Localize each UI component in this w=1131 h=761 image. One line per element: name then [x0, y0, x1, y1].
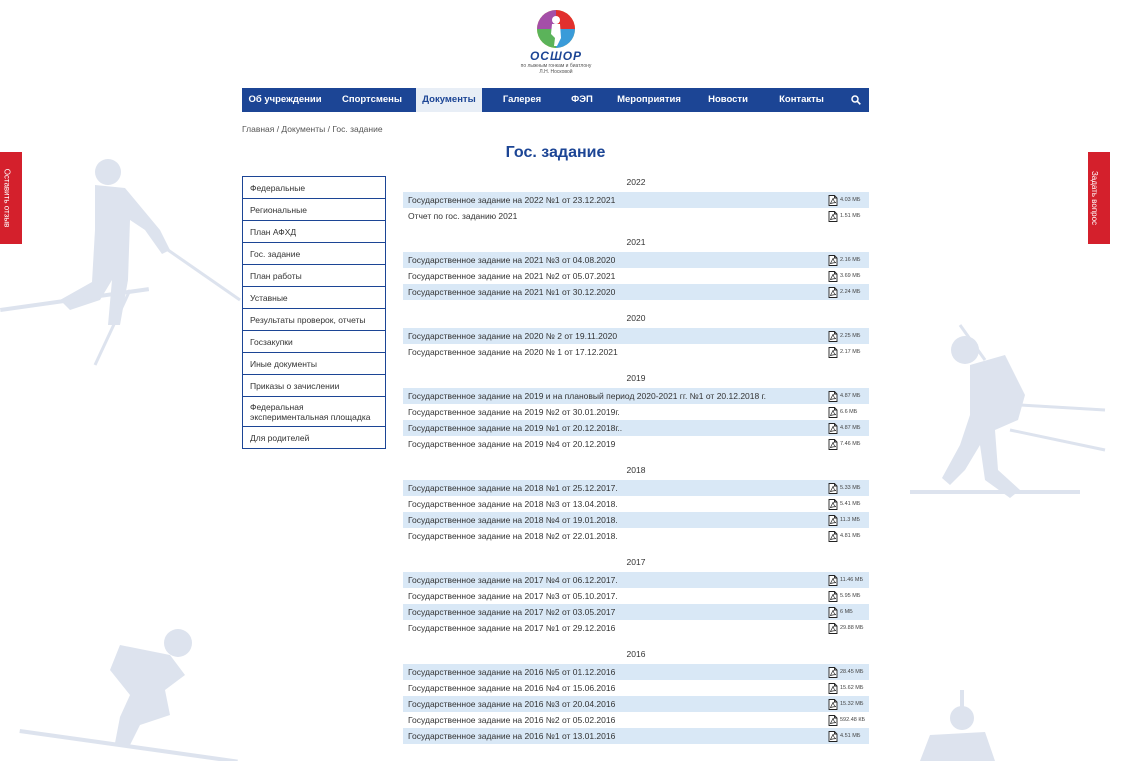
document-size: 5.41 МБ: [840, 501, 861, 507]
document-row[interactable]: [403, 664, 869, 680]
search-icon: [851, 95, 861, 105]
document-row[interactable]: [403, 208, 869, 224]
sidebar-item-6[interactable]: Уставные: [243, 287, 385, 309]
documents-list: [403, 176, 869, 744]
pdf-file-icon: [828, 483, 838, 494]
document-size: 15.62 МБ: [840, 685, 864, 691]
document-row[interactable]: [403, 344, 869, 360]
document-download[interactable]: [828, 391, 860, 402]
pdf-file-icon: [828, 623, 838, 634]
document-size: 4.81 МБ: [840, 533, 861, 539]
document-title-link[interactable]: Государственное задание на 2017 №1 от 29.12.2016: [408, 623, 616, 633]
sidebar-item-12[interactable]: Для родителей: [243, 427, 385, 449]
document-size: 2.17 МБ: [840, 349, 861, 355]
document-size: 7.46 МБ: [840, 441, 861, 447]
document-row[interactable]: [403, 480, 869, 496]
document-title-link[interactable]: Государственное задание на 2016 №5 от 01.12.2016: [408, 667, 616, 677]
pdf-file-icon: [828, 423, 838, 434]
main-nav: [242, 88, 869, 112]
year-heading: 2018: [626, 465, 646, 475]
document-row[interactable]: [403, 252, 869, 268]
skier-silhouette-right-bottom: [910, 690, 1000, 761]
documents-sidebar: [242, 176, 386, 449]
document-row[interactable]: [403, 604, 869, 620]
sidebar-item-4[interactable]: Гос. задание: [243, 243, 385, 265]
document-title-link[interactable]: Государственное задание на 2019 №1 от 20.12.2018г..: [408, 423, 623, 433]
document-size: 6.6 МБ: [840, 409, 858, 415]
document-title-link[interactable]: Государственное задание на 2019 №4 от 20.12.2019: [408, 439, 616, 449]
year-heading: 2022: [626, 177, 646, 187]
document-download[interactable]: [828, 575, 863, 586]
document-size: 4.51 МБ: [840, 733, 861, 739]
pdf-file-icon: [828, 391, 838, 402]
document-title-link[interactable]: Государственное задание на 2018 №4 от 19.01.2018.: [408, 515, 618, 525]
logo-subtitle-line1: по лыжным гонкам и биатлону: [520, 63, 592, 69]
pdf-file-icon: [828, 667, 838, 678]
document-row[interactable]: [403, 388, 869, 404]
document-row[interactable]: [403, 680, 869, 696]
document-size: 15.32 МБ: [840, 701, 864, 707]
document-download[interactable]: [828, 731, 860, 742]
document-size: 3.69 МБ: [840, 273, 861, 279]
pdf-file-icon: [828, 699, 838, 710]
document-size: 4.87 МБ: [840, 393, 861, 399]
pdf-file-icon: [828, 531, 838, 542]
nav-item-5[interactable]: ФЭП: [571, 94, 593, 105]
nav-item-3[interactable]: Документы: [416, 88, 482, 112]
document-row[interactable]: [403, 696, 869, 712]
ask-question-label: Задать вопрос: [1090, 170, 1099, 226]
skier-silhouette-right-middle: [910, 320, 1110, 505]
document-download[interactable]: [828, 287, 860, 298]
document-row[interactable]: [403, 404, 869, 420]
document-row[interactable]: [403, 496, 869, 512]
document-row[interactable]: [403, 620, 869, 636]
document-download[interactable]: [828, 607, 853, 618]
document-row[interactable]: [403, 420, 869, 436]
document-download[interactable]: [828, 211, 860, 222]
pdf-file-icon: [828, 607, 838, 618]
pdf-file-icon: [828, 347, 838, 358]
pdf-file-icon: [828, 731, 838, 742]
document-download[interactable]: [828, 591, 860, 602]
document-size: 4.87 МБ: [840, 425, 861, 431]
sidebar-item-11[interactable]: Федеральная экспериментальная площадка: [243, 397, 385, 427]
document-size: 11.3 МБ: [840, 517, 861, 523]
logo-name: ОСШОР: [529, 49, 583, 63]
sidebar-item-1[interactable]: Федеральные: [243, 177, 385, 199]
sidebar-item-8[interactable]: Госзакупки: [243, 331, 385, 353]
document-row[interactable]: [403, 268, 869, 284]
document-download[interactable]: [828, 715, 865, 726]
document-size: 4.03 МБ: [840, 197, 861, 203]
pdf-file-icon: [828, 407, 838, 418]
document-row[interactable]: [403, 588, 869, 604]
document-download[interactable]: [828, 683, 863, 694]
sidebar-item-10[interactable]: Приказы о зачислении: [243, 375, 385, 397]
document-title-link[interactable]: Государственное задание на 2017 №3 от 05.10.2017.: [408, 591, 618, 601]
document-download[interactable]: [828, 423, 860, 434]
nav-item-6[interactable]: Мероприятия: [617, 94, 681, 105]
year-heading: 2019: [626, 373, 646, 383]
document-row[interactable]: [403, 284, 869, 300]
pdf-file-icon: [828, 195, 838, 206]
document-download[interactable]: [828, 407, 857, 418]
document-title-link[interactable]: Государственное задание на 2020 № 2 от 19.11.2020: [408, 331, 618, 341]
document-title-link[interactable]: Государственное задание на 2021 №3 от 04.08.2020: [408, 255, 616, 265]
nav-item-1[interactable]: Об учреждении: [248, 94, 322, 105]
document-title-link[interactable]: Государственное задание на 2016 №4 от 15.06.2016: [408, 683, 616, 693]
document-size: 2.16 МБ: [840, 257, 861, 263]
year-heading: 2020: [626, 313, 646, 323]
document-row[interactable]: [403, 512, 869, 528]
document-row[interactable]: [403, 572, 869, 588]
document-download[interactable]: [828, 699, 863, 710]
document-title-link[interactable]: Государственное задание на 2020 № 1 от 17.12.2021: [408, 347, 618, 357]
document-row[interactable]: [403, 712, 869, 728]
skier-silhouette-left-top: [0, 150, 245, 370]
document-row[interactable]: [403, 192, 869, 208]
pdf-file-icon: [828, 515, 838, 526]
document-download[interactable]: [828, 623, 863, 634]
document-row[interactable]: [403, 328, 869, 344]
document-download[interactable]: [828, 531, 860, 542]
document-size: 2.25 МБ: [840, 333, 861, 339]
pdf-file-icon: [828, 271, 838, 282]
year-heading: 2016: [626, 649, 646, 659]
document-size: 5.33 МБ: [840, 485, 861, 491]
document-download[interactable]: [828, 271, 860, 282]
year-heading: 2021: [626, 237, 646, 247]
nav-search-button[interactable]: [843, 88, 869, 112]
pdf-file-icon: [828, 287, 838, 298]
nav-item-7[interactable]: Новости: [708, 94, 748, 105]
document-title-link[interactable]: Государственное задание на 2016 №1 от 13.01.2016: [408, 731, 616, 741]
logo-emblem-icon: [534, 8, 578, 50]
sidebar-item-5[interactable]: План работы: [243, 265, 385, 287]
document-title-link[interactable]: Государственное задание на 2017 №4 от 06.12.2017.: [408, 575, 618, 585]
document-size: 1.51 МБ: [840, 213, 861, 219]
document-size: 5.95 МБ: [840, 593, 861, 599]
breadcrumb: Главная / Документы / Гос. задание: [242, 124, 383, 134]
document-title-link[interactable]: Государственное задание на 2021 №1 от 30.12.2020: [408, 287, 616, 297]
question-icon: ?: [1126, 193, 1131, 203]
page-title: Гос. задание: [505, 144, 606, 161]
document-download[interactable]: [828, 195, 860, 206]
document-download[interactable]: [828, 347, 860, 358]
nav-item-2[interactable]: Спортсмены: [341, 94, 403, 105]
logo-subtitle-line2: Л.Н. Носковой: [539, 69, 573, 75]
pdf-file-icon: [828, 439, 838, 450]
sidebar-item-3[interactable]: План АФХД: [243, 221, 385, 243]
skier-silhouette-left-bottom: [20, 625, 250, 761]
document-download[interactable]: [828, 483, 860, 494]
sidebar-item-7[interactable]: Результаты проверок, отчеты: [243, 309, 385, 331]
leave-review-label: Оставить отзыв: [2, 168, 11, 228]
document-title-link[interactable]: Государственное задание на 2018 №2 от 22.01.2018.: [408, 531, 618, 541]
star-icon: ☆: [37, 193, 45, 203]
pdf-file-icon: [828, 331, 838, 342]
nav-item-8[interactable]: Контакты: [779, 94, 824, 105]
document-download[interactable]: [828, 331, 860, 342]
document-download[interactable]: [828, 439, 860, 450]
document-size: 29.88 МБ: [840, 625, 864, 631]
document-title-link[interactable]: Государственное задание на 2019 и на плановый период 2020-2021 гг. №1 от 20.12.2018 г.: [408, 391, 767, 401]
site-logo[interactable]: [510, 8, 602, 82]
year-heading: 2017: [626, 557, 646, 567]
nav-item-4[interactable]: Галерея: [502, 94, 542, 105]
document-size: 592.48 КБ: [840, 717, 866, 723]
pdf-file-icon: [828, 255, 838, 266]
document-row[interactable]: [403, 528, 869, 544]
ask-question-tab[interactable]: [1088, 152, 1131, 244]
document-download[interactable]: [828, 667, 863, 678]
document-title-link[interactable]: Государственное задание на 2022 №1 от 23.12.2021: [408, 195, 616, 205]
document-download[interactable]: [828, 499, 860, 510]
document-title-link[interactable]: Государственное задание на 2016 №3 от 20.04.2016: [408, 699, 616, 709]
pdf-file-icon: [828, 715, 838, 726]
pdf-file-icon: [828, 683, 838, 694]
document-row[interactable]: [403, 436, 869, 452]
document-row[interactable]: [403, 728, 869, 744]
document-title-link[interactable]: Государственное задание на 2018 №3 от 13.04.2018.: [408, 499, 618, 509]
document-download[interactable]: [828, 255, 860, 266]
sidebar-item-9[interactable]: Иные документы: [243, 353, 385, 375]
document-size: 28.45 МБ: [840, 669, 864, 675]
document-title-link[interactable]: Государственное задание на 2018 №1 от 25.12.2017.: [408, 483, 618, 493]
document-title-link[interactable]: Государственное задание на 2019 №2 от 30.01.2019г.: [408, 407, 620, 417]
document-download[interactable]: [828, 515, 860, 526]
leave-review-tab[interactable]: [0, 152, 45, 244]
pdf-file-icon: [828, 575, 838, 586]
document-title-link[interactable]: Государственное задание на 2016 №2 от 05.02.2016: [408, 715, 616, 725]
pdf-file-icon: [828, 499, 838, 510]
document-size: 11.46 МБ: [840, 577, 864, 583]
pdf-file-icon: [828, 591, 838, 602]
pdf-file-icon: [828, 211, 838, 222]
sidebar-item-2[interactable]: Региональные: [243, 199, 385, 221]
document-size: 6 МБ: [840, 609, 853, 615]
document-title-link[interactable]: Государственное задание на 2021 №2 от 05.07.2021: [408, 271, 616, 281]
document-size: 2.24 МБ: [840, 289, 861, 295]
document-title-link[interactable]: Государственное задание на 2017 №2 от 03.05.2017: [408, 607, 616, 617]
document-title-link[interactable]: Отчет по гос. заданию 2021: [408, 211, 518, 221]
